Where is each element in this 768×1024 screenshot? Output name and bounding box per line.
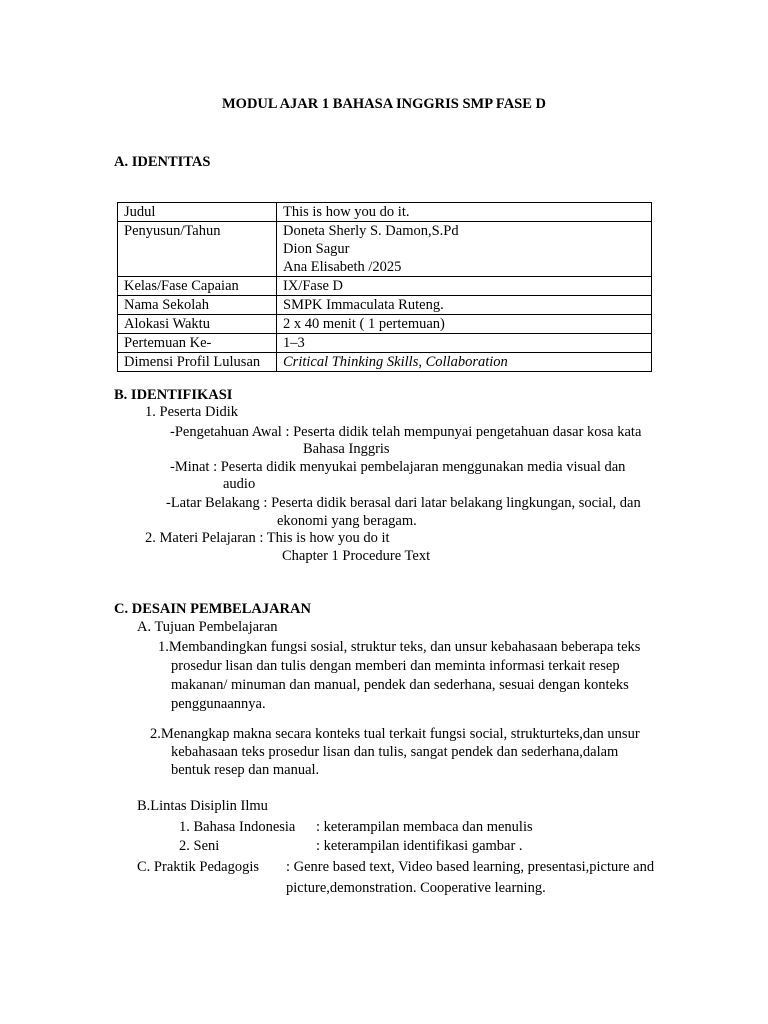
- tujuan-pembelajaran-heading: A. Tujuan Pembelajaran: [137, 619, 278, 635]
- praktik-pedagogis-label: C. Praktik Pedagogis: [137, 859, 260, 875]
- tujuan-2-line2: kebahasaan teks prosedur lisan dan tulis, sangat pendek dan sederhana,dalam: [171, 744, 619, 760]
- row-label: Kelas/Fase Capaian: [118, 277, 277, 296]
- lintas-2-value: : keterampilan identifikasi gambar .: [316, 838, 523, 854]
- section-c-heading: C. DESAIN PEMBELAJARAN: [114, 601, 311, 617]
- value-line: Ana Elisabeth /2025: [283, 259, 402, 275]
- value-italic: Collaboration: [425, 354, 508, 370]
- row-value: SMPK Immaculata Ruteng.: [277, 296, 652, 315]
- table-row: [118, 296, 652, 315]
- tujuan-2-line1: 2.Menangkap makna secara konteks tual terkait fungsi social, strukturteks,dan unsur: [150, 726, 640, 742]
- tujuan-2-line3: bentuk resep dan manual.: [171, 762, 320, 778]
- value-italic: Critical Thinking Skills: [283, 354, 419, 370]
- tujuan-1-line1: 1.Membandingkan fungsi sosial, struktur teks, dan unsur kebahasaan beberapa teks: [158, 639, 641, 655]
- value-line: Doneta Sherly S. Damon,S.Pd: [283, 223, 459, 239]
- tujuan-1-line2: prosedur lisan dan tulis dengan memberi dan meminta informasi terkait resep: [171, 658, 620, 674]
- row-value: [277, 222, 652, 277]
- row-value: IX/Fase D: [277, 277, 652, 296]
- minat-line2: audio: [223, 476, 256, 492]
- lintas-disiplin-heading: B.Lintas Disiplin Ilmu: [137, 798, 268, 814]
- row-value: 2 x 40 menit ( 1 pertemuan): [277, 315, 652, 334]
- lintas-1-label: 1. Bahasa Indonesia: [179, 819, 296, 835]
- pengetahuan-awal-line1: -Pengetahuan Awal : Peserta didik telah mempunyai pengetahuan dasar kosa kata: [170, 424, 642, 440]
- minat-line1: -Minat : Peserta didik menyukai pembelajaran menggunakan media visual dan: [170, 459, 626, 475]
- value-line: Dion Sagur: [283, 241, 350, 257]
- materi-chapter: Chapter 1 Procedure Text: [282, 548, 431, 564]
- row-value: This is how you do it.: [277, 203, 652, 222]
- row-label: Nama Sekolah: [118, 296, 277, 315]
- table-row: [118, 315, 652, 334]
- value-separator: ,: [418, 354, 426, 370]
- latar-belakang-line1: -Latar Belakang : Peserta didik berasal dari latar belakang lingkungan, social, dan: [166, 495, 641, 511]
- row-label: Judul: [118, 203, 277, 222]
- item-peserta-didik: 1. Peserta Didik: [145, 404, 239, 420]
- row-label: Dimensi Profil Lulusan: [118, 353, 277, 372]
- lintas-2-label: 2. Seni: [179, 838, 220, 854]
- table-row: [118, 277, 652, 296]
- section-b-heading: B. IDENTIFIKASI: [114, 387, 233, 403]
- lintas-1-value: : keterampilan membaca dan menulis: [316, 819, 533, 835]
- row-label: Pertemuan Ke-: [118, 334, 277, 353]
- row-label: Alokasi Waktu: [118, 315, 277, 334]
- latar-belakang-line2: ekonomi yang beragam.: [277, 513, 417, 529]
- praktik-pedagogis-line2: picture,demonstration. Cooperative learning.: [286, 880, 546, 896]
- pengetahuan-awal-line2: Bahasa Inggris: [303, 441, 390, 457]
- identity-table: [117, 202, 652, 372]
- table-row: [118, 203, 652, 222]
- row-value: 1–3: [277, 334, 652, 353]
- item-materi-pelajaran: 2. Materi Pelajaran : This is how you do it: [145, 530, 390, 546]
- row-value: [277, 353, 652, 372]
- praktik-pedagogis-line1: : Genre based text, Video based learning, presentasi,picture and: [286, 859, 655, 875]
- tujuan-1-line3: makanan/ minuman dan manual, pendek dan sederhana, sesuai dengan konteks: [171, 677, 629, 693]
- document-title: MODUL AJAR 1 BAHASA INGGRIS SMP FASE D: [221, 96, 546, 112]
- table-row: [118, 222, 652, 277]
- tujuan-1-line4: penggunaannya.: [171, 696, 266, 712]
- table-row: [118, 334, 652, 353]
- row-label: Penyusun/Tahun: [118, 222, 277, 277]
- section-a-heading: A. IDENTITAS: [114, 154, 211, 170]
- table-row: [118, 353, 652, 372]
